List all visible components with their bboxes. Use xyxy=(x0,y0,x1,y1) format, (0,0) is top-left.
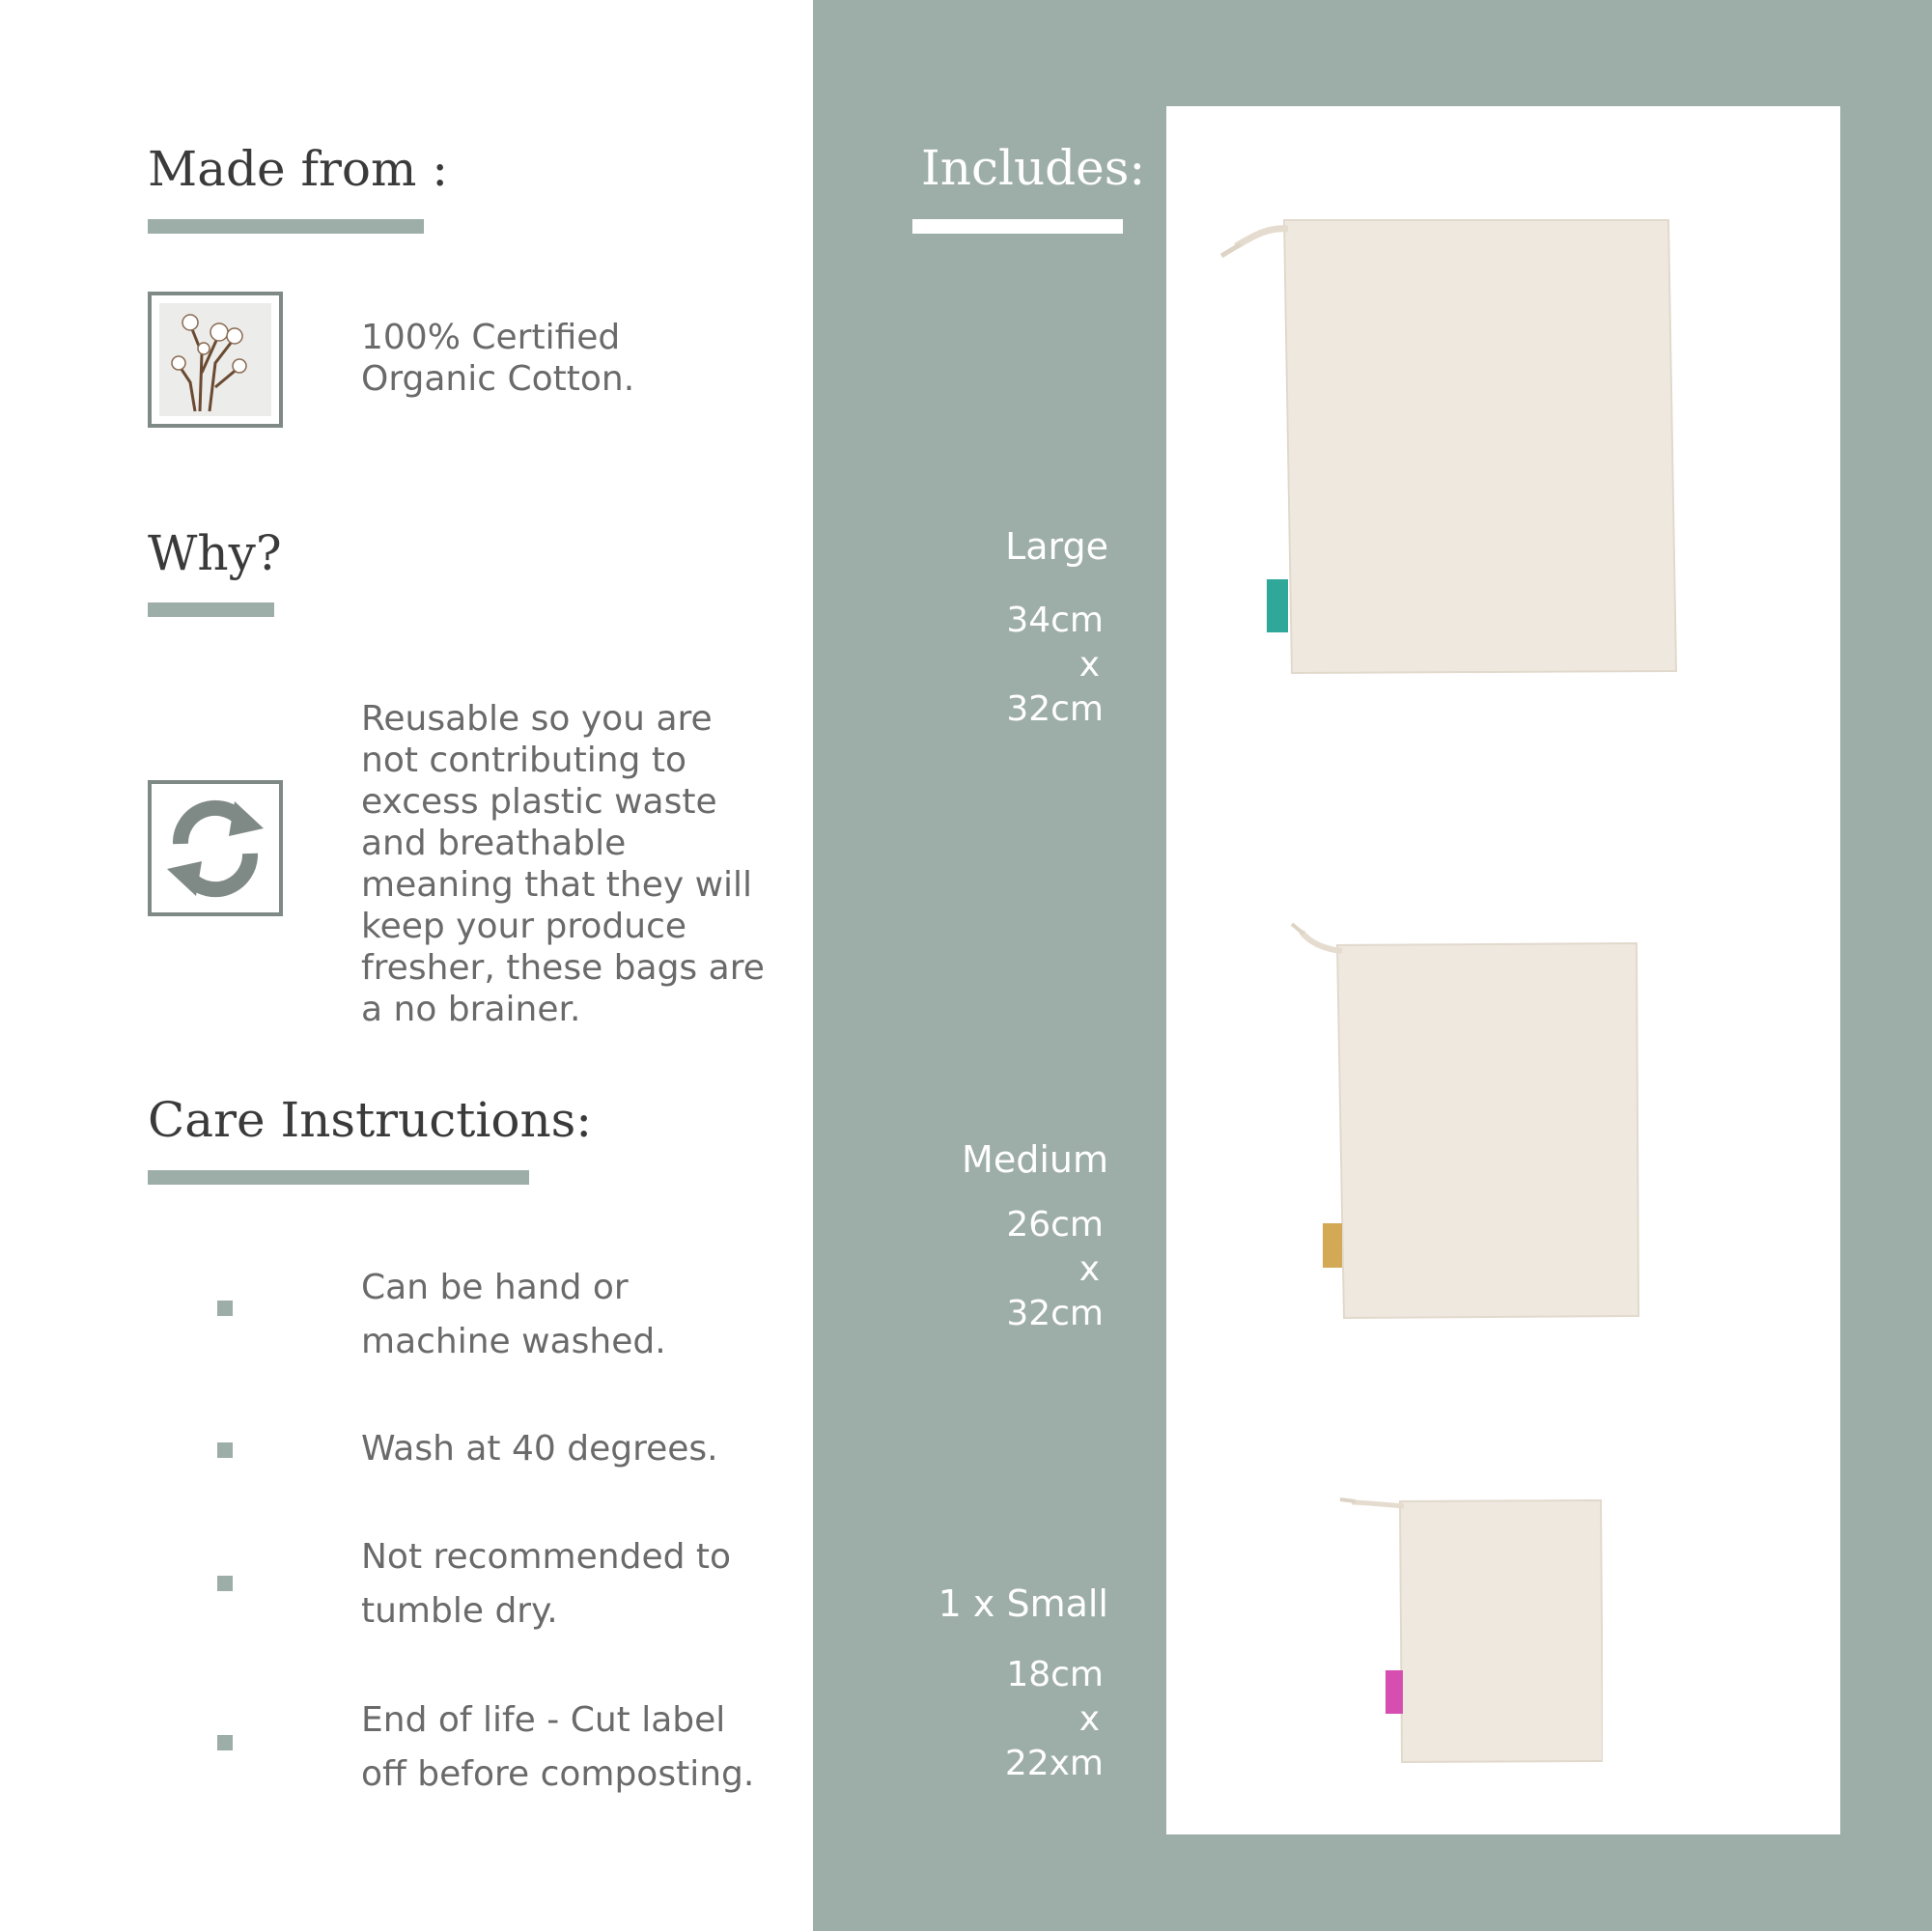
cotton-plant-photo xyxy=(148,292,283,428)
dimensions-large xyxy=(814,599,1104,732)
bag-body xyxy=(1400,1500,1603,1762)
care-item: Can be hand or machine washed. xyxy=(361,1268,666,1361)
dimension-width: 26cm xyxy=(1006,1205,1104,1245)
care-bullet xyxy=(217,1442,233,1458)
reusable-icon-box xyxy=(148,780,283,916)
dimensions-medium xyxy=(814,1203,1104,1336)
care-item: End of life - Cut label off before composting. xyxy=(361,1700,755,1794)
includes-underline xyxy=(912,219,1123,234)
dimension-width: 18cm xyxy=(1006,1655,1104,1694)
dimension-height: 22xm xyxy=(1004,1744,1104,1783)
care-item: Wash at 40 degrees. xyxy=(361,1429,718,1469)
bag-tag xyxy=(1386,1670,1403,1714)
medium-bag-image xyxy=(1265,922,1651,1328)
care-bullet xyxy=(217,1301,233,1316)
care-item: Not recommended to tumble dry. xyxy=(361,1537,732,1631)
care-heading: Care Instructions: xyxy=(148,1092,593,1148)
cotton-plant-icon xyxy=(152,295,279,424)
made-from-heading: Made from : xyxy=(148,141,449,197)
care-bullet xyxy=(217,1576,233,1591)
made-from-underline xyxy=(148,219,424,234)
dimension-height: 32cm xyxy=(1006,1294,1104,1333)
bag-body xyxy=(1337,943,1638,1318)
bag-body xyxy=(1284,220,1676,673)
refresh-icon xyxy=(152,784,279,912)
care-bullet xyxy=(217,1735,233,1750)
why-heading: Why? xyxy=(148,525,282,581)
why-text: Reusable so you are not contributing to excess plastic waste and breathable meaning that they will keep your produce fresher, these bags are a no brainer. xyxy=(361,699,765,1029)
care-underline xyxy=(148,1170,529,1185)
drawstring xyxy=(1236,229,1288,246)
includes-heading: Includes: xyxy=(921,140,1146,196)
dimension-times: x xyxy=(1078,645,1100,685)
made-from-text: 100% Certified Organic Cotton. xyxy=(361,318,635,399)
bag-tag xyxy=(1323,1223,1342,1268)
dimension-height: 32cm xyxy=(1006,689,1104,729)
size-label-medium: Medium xyxy=(962,1138,1108,1181)
small-bag-image xyxy=(1313,1497,1603,1767)
large-bag-image xyxy=(1217,217,1680,681)
dimension-times: x xyxy=(1078,1249,1100,1289)
dimension-times: x xyxy=(1078,1699,1100,1739)
dimension-width: 34cm xyxy=(1006,601,1104,640)
why-underline xyxy=(148,602,274,617)
drawstring xyxy=(1302,932,1342,951)
size-label-small: 1 x Small xyxy=(938,1582,1108,1625)
dimensions-small xyxy=(814,1653,1104,1786)
drawstring xyxy=(1352,1502,1404,1506)
bag-tag xyxy=(1267,579,1288,632)
size-label-large: Large xyxy=(1005,525,1108,568)
